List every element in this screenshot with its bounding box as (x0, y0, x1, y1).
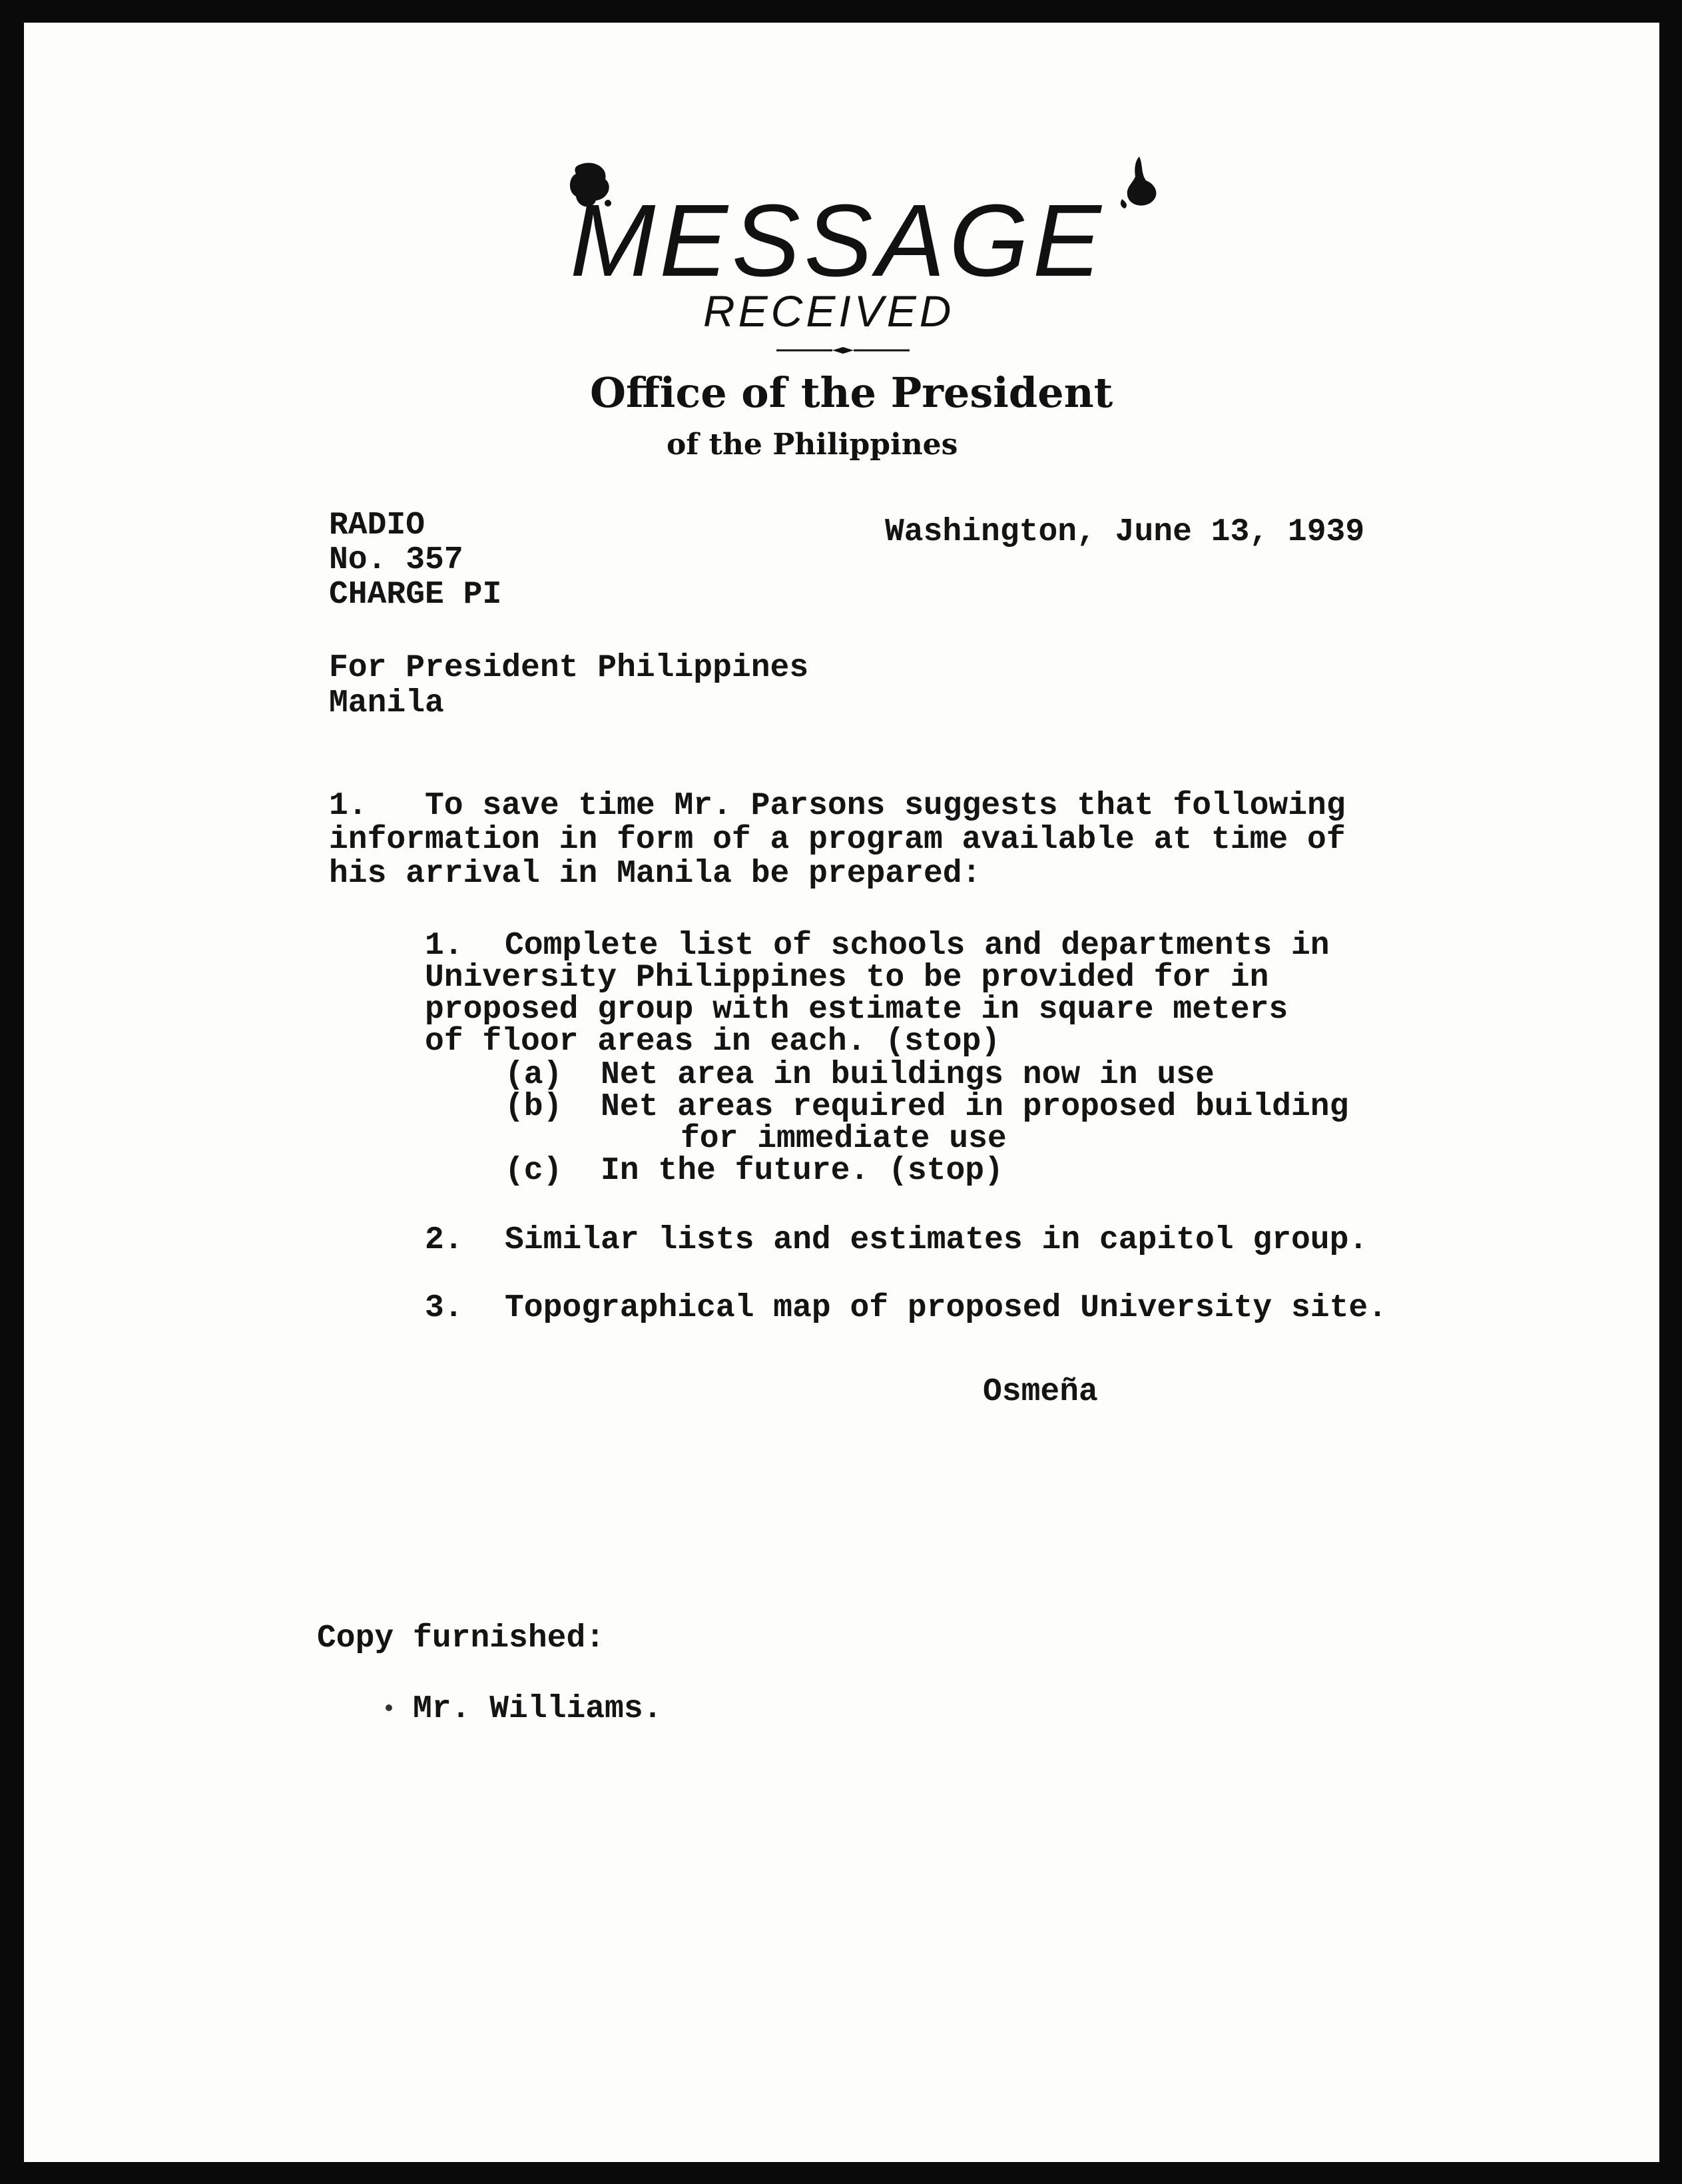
subitem-b-text-2: for immediate use (681, 1121, 1007, 1157)
paragraph-line-1: To save time Mr. Parsons suggests that following (425, 788, 1346, 824)
recipient-line-2: Manila (329, 685, 444, 721)
item-3-text: Topographical map of proposed University site. (505, 1290, 1388, 1326)
paragraph-line-2: information in form of a program available at time of (329, 822, 1346, 858)
subitem-b-text-1: Net areas required in proposed building (601, 1089, 1349, 1125)
item-1-line-3: proposed group with estimate in square meters (425, 992, 1288, 1028)
item-1-line-2: University Philippines to be provided for in (425, 960, 1269, 996)
place-and-date: Washington, June 13, 1939 (885, 514, 1365, 550)
item-1-line-4: of floor areas in each. (stop) (425, 1024, 1001, 1060)
paragraph-number: 1. (329, 788, 368, 824)
subitem-c-text: In the future. (stop) (601, 1153, 1003, 1189)
item-2-number: 2. (425, 1222, 463, 1258)
service-type: RADIO (329, 508, 425, 544)
ink-blot-right (1113, 153, 1169, 216)
message-number: No. 357 (329, 542, 463, 578)
stray-mark (384, 1702, 394, 1713)
letterhead-office: Office of the President (590, 368, 1113, 417)
signature: Osmeña (983, 1374, 1098, 1410)
copy-recipient: Mr. Williams. (413, 1691, 663, 1727)
paragraph-line-3: his arrival in Manila be prepared: (329, 856, 981, 892)
item-1-line-1: Complete list of schools and departments in (505, 928, 1330, 964)
subitem-c-label: (c) (505, 1153, 563, 1189)
letterhead-divider (776, 346, 910, 354)
letterhead-subtitle: RECEIVED (703, 286, 955, 336)
document-page (24, 23, 1659, 2162)
copy-label: Copy furnished: (317, 1621, 605, 1656)
letterhead-title: MESSAGE (570, 183, 1105, 298)
subitem-a-label: (a) (505, 1057, 563, 1093)
subitem-a-text: Net area in buildings now in use (601, 1057, 1215, 1093)
letterhead-country: of the Philippines (667, 428, 958, 462)
recipient-line-1: For President Philippines (329, 650, 809, 686)
item-1-number: 1. (425, 928, 463, 964)
subitem-b-label: (b) (505, 1089, 563, 1125)
charge-code: CHARGE PI (329, 577, 502, 613)
item-3-number: 3. (425, 1290, 463, 1326)
item-2-text: Similar lists and estimates in capitol group. (505, 1222, 1368, 1258)
